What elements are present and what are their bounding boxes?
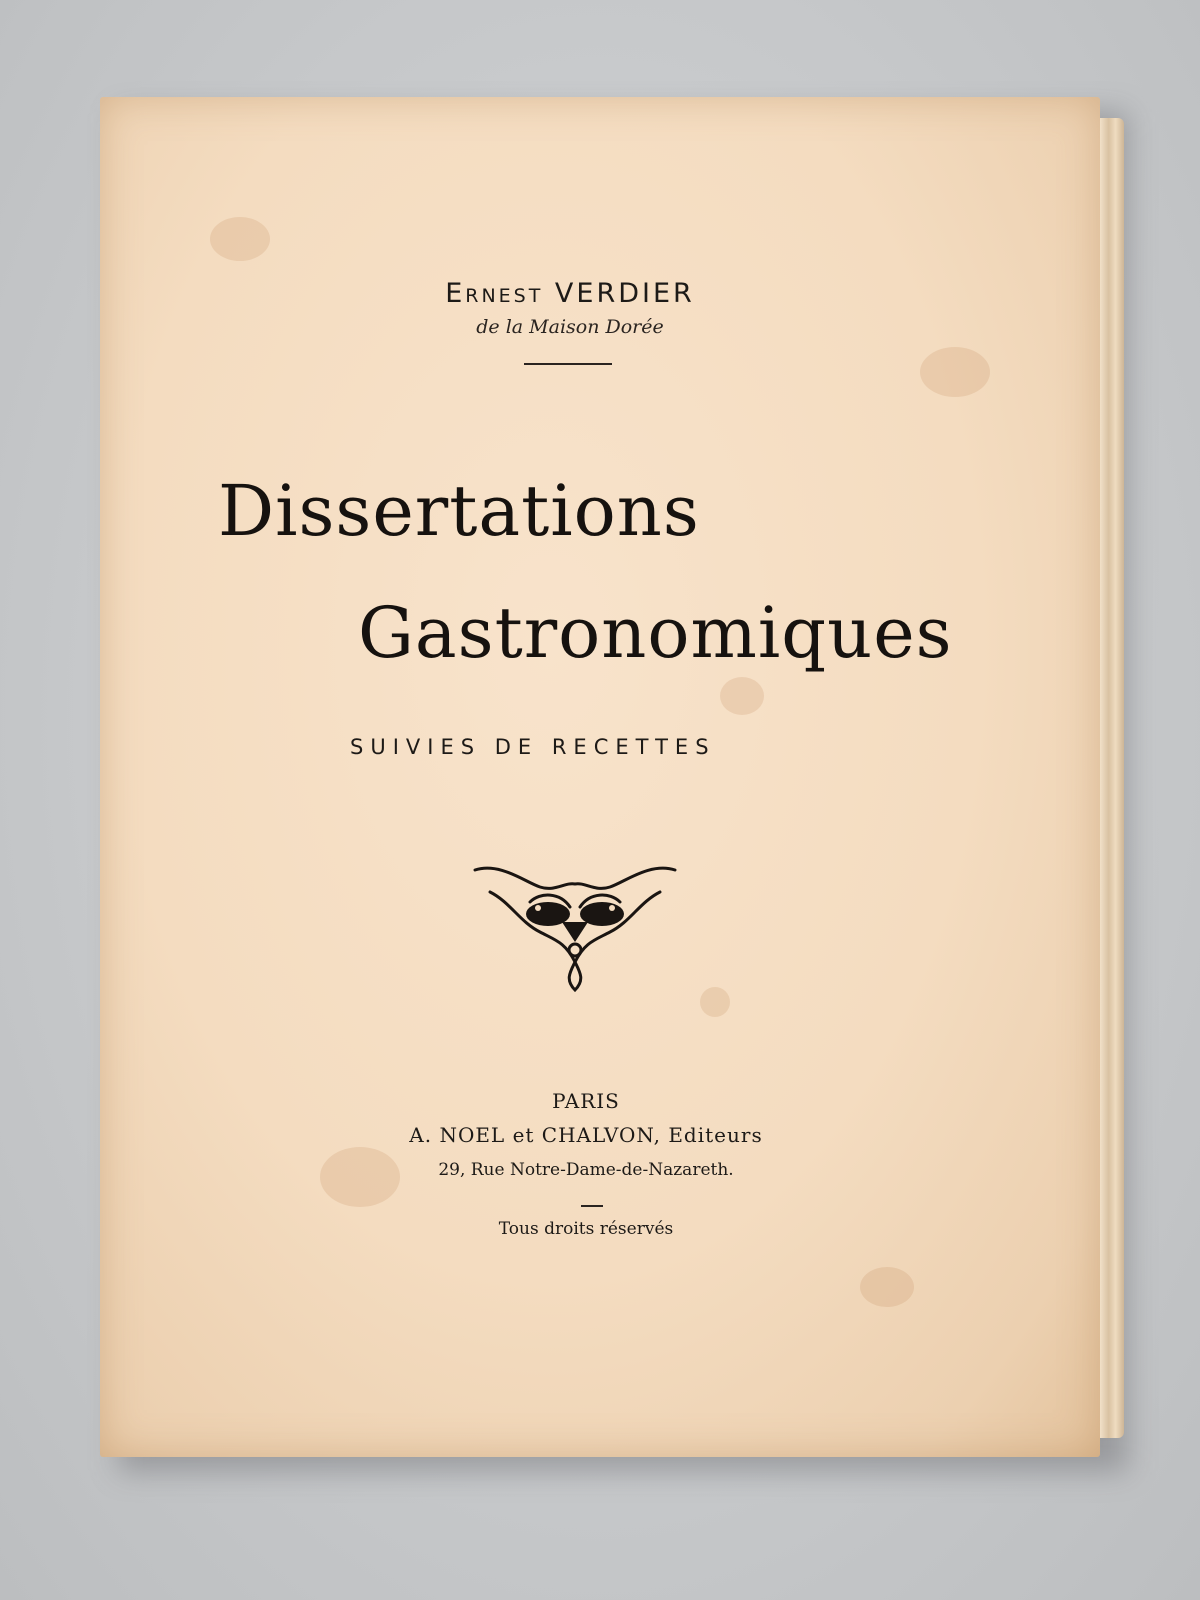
foxing-spot	[860, 1267, 914, 1307]
imprint-dash	[581, 1205, 603, 1207]
divider-rule	[524, 363, 612, 365]
book-subtitle: SUIVIES DE RECETTES	[350, 735, 716, 759]
foxing-spot	[920, 347, 990, 397]
author-name: Ernest VERDIER	[445, 278, 695, 309]
foxing-spot	[210, 217, 270, 261]
decorative-fleuron-icon	[470, 862, 680, 992]
author-affiliation: de la Maison Dorée	[476, 316, 664, 338]
publication-city: PARIS	[552, 1089, 620, 1113]
publisher-name: A. NOEL et CHALVON, Editeurs	[409, 1123, 763, 1147]
book-title-line-2: Gastronomiques	[358, 592, 953, 674]
publisher-address: 29, Rue Notre-Dame-de-Nazareth.	[438, 1160, 734, 1180]
book-title-line-1: Dissertations	[218, 470, 700, 552]
foxing-spot	[720, 677, 764, 715]
rights-notice: Tous droits réservés	[498, 1219, 674, 1239]
foxing-spot	[700, 987, 730, 1017]
